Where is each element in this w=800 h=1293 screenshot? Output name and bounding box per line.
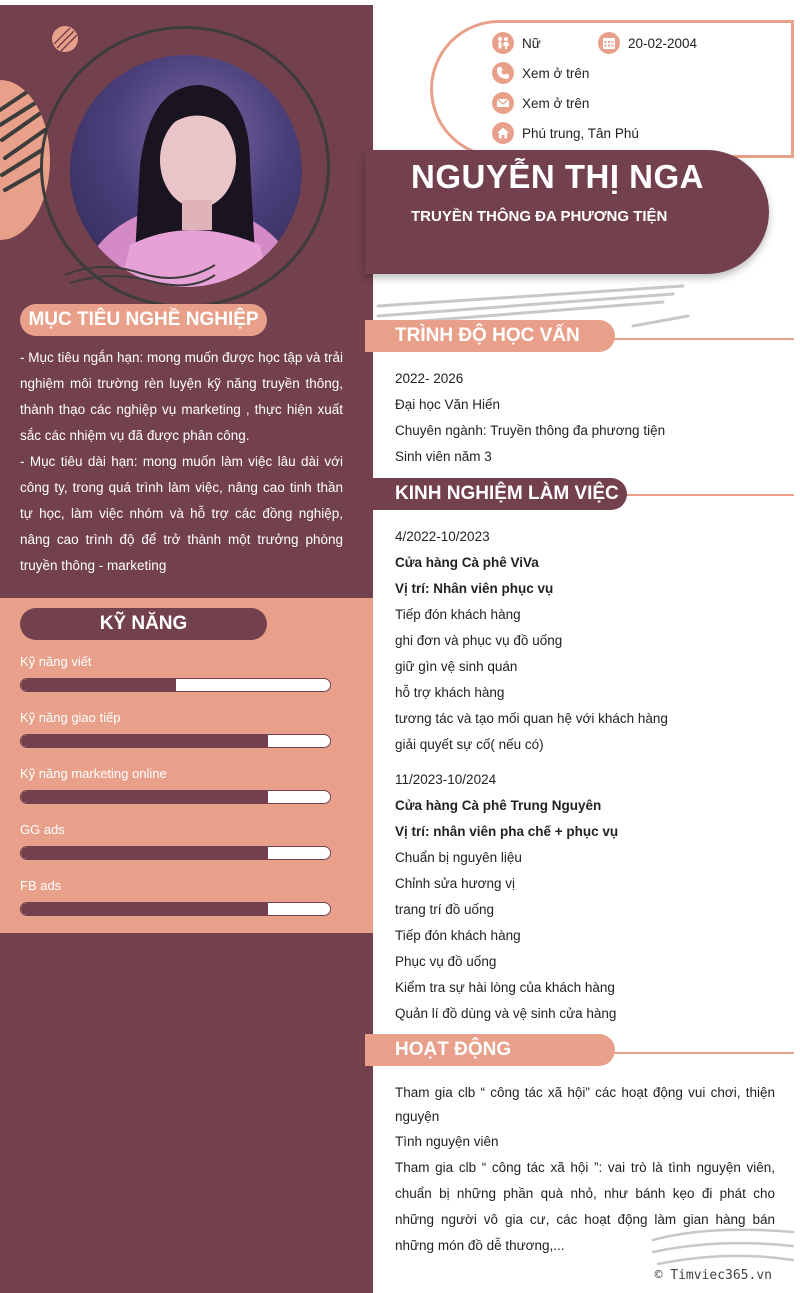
skill-fill xyxy=(21,735,268,747)
job-task: ghi đơn và phục vụ đồ uống xyxy=(395,633,563,648)
job-task: Phục vụ đồ uống xyxy=(395,954,497,969)
phone-value: Xem ở trên xyxy=(522,65,590,81)
objective-short-term: - Mục tiêu ngắn hạn: mong muốn được học tập và trải nghiệm môi trường rèn luyện kỹ năng truyền thông, thành thạo các nghiệp vụ marketing , thực hiện xuất sắc các nhiệm vụ đã được phân công. xyxy=(20,350,343,443)
job-task: hỗ trợ khách hàng xyxy=(395,685,505,700)
job-position: Vị trí: nhân viên pha chế + phục vụ xyxy=(395,824,619,839)
skills-heading: KỸ NĂNG xyxy=(20,608,267,640)
email-icon xyxy=(492,92,514,114)
divider-line xyxy=(600,338,794,340)
job-task: trang trí đồ uống xyxy=(395,902,495,917)
skill-label: Kỹ năng giao tiếp xyxy=(20,710,121,725)
contact-address xyxy=(492,122,639,144)
job-task: Kiểm tra sự hài lòng của khách hàng xyxy=(395,980,615,995)
divider-line xyxy=(600,1052,794,1054)
skill-item xyxy=(20,878,331,916)
skill-label: GG ads xyxy=(20,822,65,837)
birthdate-value: 20-02-2004 xyxy=(628,35,698,51)
objective-long-term: - Mục tiêu dài hạn: mong muốn làm việc lâu dài với công ty, trong quá trình làm việc, nâng cao tinh thần tự học, làm việc nhóm và hỗ trợ các đồng nghiệp, nâng cao trình độ để trở thành một trưởng phòng truyền thông - marketing xyxy=(20,454,343,573)
objective-heading: MỤC TIÊU NGHỀ NGHIỆP xyxy=(20,304,267,336)
job-task: Quản lí đồ dùng và vệ sinh cửa hàng xyxy=(395,1006,617,1021)
education-line: Sinh viên năm 3 xyxy=(395,449,492,464)
phone-icon xyxy=(492,62,514,84)
job-task: tương tác và tạo mối quan hệ với khách hàng xyxy=(395,711,668,726)
decorative-brush xyxy=(648,1220,798,1275)
skill-bar xyxy=(20,902,331,916)
experience-heading: KINH NGHIỆM LÀM VIỆC xyxy=(365,478,627,510)
education-heading: TRÌNH ĐỘ HỌC VẤN xyxy=(365,320,615,352)
job-task: Tiếp đón khách hàng xyxy=(395,928,521,943)
candidate-role: TRUYỀN THÔNG ĐA PHƯƠNG TIỆN xyxy=(411,208,668,225)
skill-item xyxy=(20,822,331,860)
education-line: 2022- 2026 xyxy=(395,371,464,386)
contact-phone xyxy=(492,62,589,84)
calendar-icon xyxy=(598,32,620,54)
skill-label: Kỹ năng viết xyxy=(20,654,92,669)
skill-bar xyxy=(20,846,331,860)
skill-bar xyxy=(20,734,331,748)
job-task: Tiếp đón khách hàng xyxy=(395,607,521,622)
skill-bar xyxy=(20,790,331,804)
skill-item xyxy=(20,766,331,804)
job-period: 11/2023-10/2024 xyxy=(395,772,497,787)
activity-line: Tình nguyện viên xyxy=(395,1134,499,1149)
activity-line: Tham gia clb “ công tác xã hội ”: vai trò là tình nguyện viên, chuẩn bị những phần quà nhỏ, như bánh kẹo đi phát cho những người vô gia cư, các hoạt động làm gian hàng bán những món đồ dễ thương,... xyxy=(395,1160,775,1253)
job-task: Chuẩn bị nguyên liệu xyxy=(395,850,522,865)
decorative-dot xyxy=(52,26,78,52)
contact-email xyxy=(492,92,589,114)
decorative-brush xyxy=(60,245,220,295)
address-value: Phú trung, Tân Phú xyxy=(522,125,639,141)
skill-fill xyxy=(21,903,268,915)
activities-heading: HOẠT ĐỘNG xyxy=(365,1034,615,1066)
skill-fill xyxy=(21,847,268,859)
gender-value: Nữ xyxy=(522,35,541,51)
experience-job xyxy=(395,767,775,1027)
watermark: © Timviec365.vn xyxy=(654,1268,772,1283)
skill-item xyxy=(20,710,331,748)
email-value: Xem ở trên xyxy=(522,95,590,111)
activity-line: Tham gia clb “ công tác xã hội” các hoạt động vui chơi, thiện nguyện xyxy=(395,1085,775,1124)
skill-item xyxy=(20,654,331,692)
objective-text xyxy=(20,345,343,579)
home-icon xyxy=(492,122,514,144)
skill-label: Kỹ năng marketing online xyxy=(20,766,167,781)
divider-line xyxy=(612,494,794,496)
experience-job xyxy=(395,524,775,758)
skill-fill xyxy=(21,679,176,691)
job-company: Cửa hàng Cà phê Trung Nguyên xyxy=(395,798,602,813)
education-line: Chuyên ngành: Truyền thông đa phương tiện xyxy=(395,423,666,438)
job-task: Chỉnh sửa hương vị xyxy=(395,876,515,891)
job-period: 4/2022-10/2023 xyxy=(395,529,490,544)
skill-fill xyxy=(21,791,268,803)
job-task: giải quyết sự cố( nếu có) xyxy=(395,737,544,752)
education-block xyxy=(395,366,775,470)
skill-label: FB ads xyxy=(20,878,62,893)
job-task: giữ gìn vệ sinh quán xyxy=(395,659,518,674)
contact-gender xyxy=(492,32,541,54)
job-position: Vị trí: Nhân viên phục vụ xyxy=(395,581,554,596)
job-company: Cửa hàng Cà phê ViVa xyxy=(395,555,539,570)
name-banner xyxy=(365,150,769,274)
skill-bar xyxy=(20,678,331,692)
education-line: Đại học Văn Hiến xyxy=(395,397,501,412)
contact-birthdate xyxy=(598,32,697,54)
gender-icon xyxy=(492,32,514,54)
candidate-name: NGUYỄN THỊ NGA xyxy=(411,158,705,195)
